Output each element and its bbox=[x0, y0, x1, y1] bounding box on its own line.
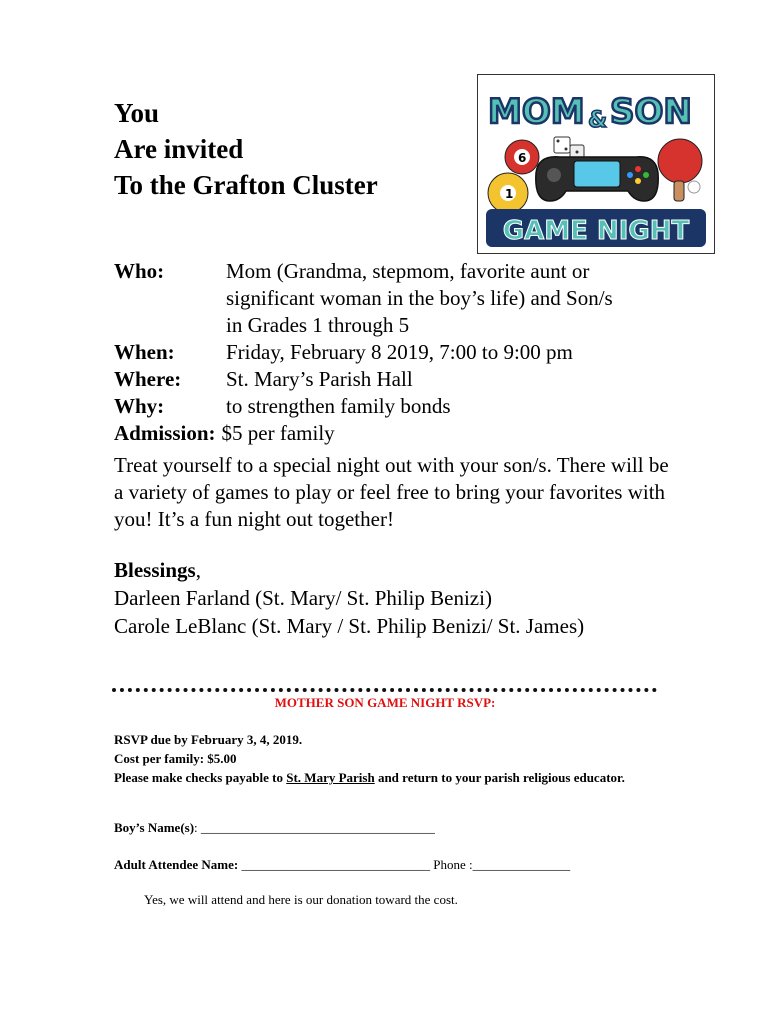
invitation-paragraph: Treat yourself to a special night out with your son/s. There will be a variety of games to play or feel free to bring your favorites with you! It’s a fun night out together! bbox=[114, 453, 669, 531]
signoff bbox=[114, 556, 584, 640]
logo-game-night-text: GAME NIGHT bbox=[502, 216, 690, 246]
why-label: Why: bbox=[114, 394, 165, 418]
rsvp-instructions bbox=[114, 730, 654, 787]
title-line-2: Are invited bbox=[114, 134, 244, 164]
who-label: Who: bbox=[114, 259, 165, 283]
admission-label: Admission: bbox=[114, 421, 216, 445]
blessings-line: Blessings, bbox=[114, 558, 201, 582]
when-value: Friday, February 8 2019, 7:00 to 9:00 pm bbox=[226, 340, 573, 364]
attendance-confirmation: Yes, we will attend and here is our donation toward the cost. bbox=[144, 892, 458, 907]
when-label: When: bbox=[114, 340, 175, 364]
cut-line-divider bbox=[112, 688, 657, 692]
title-line-3: To the Grafton Cluster bbox=[114, 170, 378, 200]
why-row bbox=[114, 393, 646, 420]
admission-value: $5 per family bbox=[221, 421, 335, 445]
yellow-ball-icon bbox=[488, 173, 528, 213]
payee-name: St. Mary Parish bbox=[286, 770, 375, 785]
rsvp-cost: Cost per family: $5.00 bbox=[114, 751, 237, 766]
invitation-title bbox=[114, 95, 378, 203]
signer-2: Carole LeBlanc (St. Mary / St. Philip Benizi/ St. James) bbox=[114, 614, 585, 638]
event-details bbox=[114, 258, 646, 447]
phone-blank[interactable]: _______________ bbox=[472, 857, 571, 872]
game-controller-icon bbox=[536, 157, 658, 201]
logo-graphic bbox=[478, 75, 714, 253]
signer-1: Darleen Farland (St. Mary/ St. Philip Benizi) bbox=[114, 586, 492, 610]
mom-son-game-night-logo bbox=[477, 74, 715, 254]
logo-son-text: SON bbox=[610, 92, 692, 132]
paddle-icon bbox=[658, 139, 702, 201]
rsvp-heading: MOTHER SON GAME NIGHT RSVP: bbox=[274, 695, 496, 710]
red-ball-icon bbox=[505, 140, 539, 174]
where-row bbox=[114, 366, 646, 393]
why-value: to strengthen family bonds bbox=[226, 394, 451, 418]
adult-attendee-field[interactable]: Adult Attendee Name: _____________________________ Phone :_______________ bbox=[114, 857, 571, 872]
who-value: Mom (Grandma, stepmom, favorite aunt or significant woman in the boy’s life) and Son/s in Grades 1 through 5 bbox=[226, 259, 613, 337]
logo-mom-text: MOM bbox=[488, 92, 585, 132]
logo-ampersand: & bbox=[588, 108, 608, 133]
dice-icon bbox=[554, 137, 584, 159]
rsvp-checks: Please make checks payable to St. Mary Parish and return to your parish religious educator. bbox=[114, 770, 625, 785]
adult-name-blank[interactable]: _____________________________ bbox=[241, 857, 430, 872]
title-line-1: You bbox=[114, 98, 160, 128]
svg-text:1: 1 bbox=[505, 187, 514, 201]
where-value: St. Mary’s Parish Hall bbox=[226, 367, 413, 391]
boys-name-field[interactable]: Boy’s Name(s): ____________________________________ bbox=[114, 820, 435, 835]
when-row bbox=[114, 339, 646, 366]
admission-row bbox=[114, 420, 646, 447]
boys-name-blank[interactable]: ____________________________________ bbox=[200, 820, 435, 835]
svg-text:6: 6 bbox=[518, 151, 527, 165]
who-row bbox=[114, 258, 646, 339]
where-label: Where: bbox=[114, 367, 182, 391]
rsvp-due: RSVP due by February 3, 4, 2019. bbox=[114, 732, 303, 747]
